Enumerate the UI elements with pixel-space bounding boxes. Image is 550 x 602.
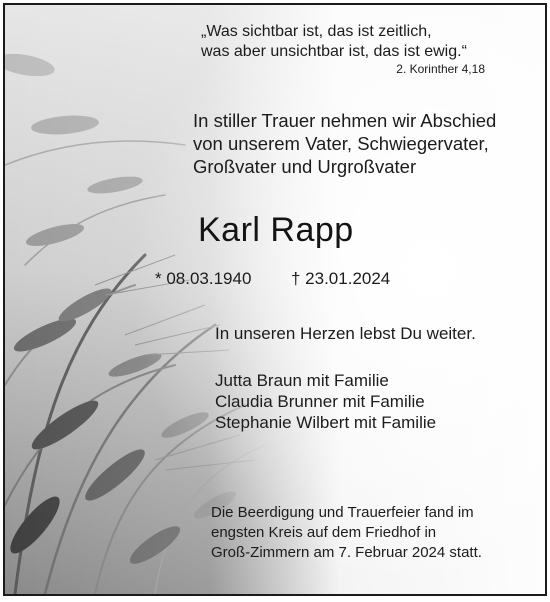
intro-line: In stiller Trauer nehmen wir Abschied [193,110,497,131]
notice-line: Die Beerdigung und Trauerfeier fand im [211,504,474,521]
funeral-notice [211,503,482,563]
notice-line: engsten Kreis auf dem Friedhof in [211,524,437,541]
quote-source: 2. Korinther 4,18 [396,62,485,76]
quote-line: „Was sichtbar ist, das ist zeitlich, [201,23,432,40]
intro-line: von unserem Vater, Schwiegervater, [193,133,489,154]
death-date: † 23.01.2024 [291,269,391,288]
memorial-motto: In unseren Herzen lebst Du weiter. [215,324,476,343]
mourners-list [215,370,436,433]
deceased-name: Karl Rapp [198,211,354,249]
bible-quote [201,22,467,62]
obituary-card [3,3,547,596]
notice-line: Groß-Zimmern am 7. Februar 2024 statt. [211,544,482,561]
intro-line: Großvater und Urgroßvater [193,156,417,177]
mourning-intro [193,109,496,178]
birth-date: * 08.03.1940 [155,269,252,288]
mourner-entry: Claudia Brunner mit Familie [215,392,425,411]
quote-line: was aber unsichtbar ist, das ist ewig.“ [201,43,467,60]
mourner-entry: Stephanie Wilbert mit Familie [215,413,437,432]
mourner-entry: Jutta Braun mit Familie [215,371,389,390]
